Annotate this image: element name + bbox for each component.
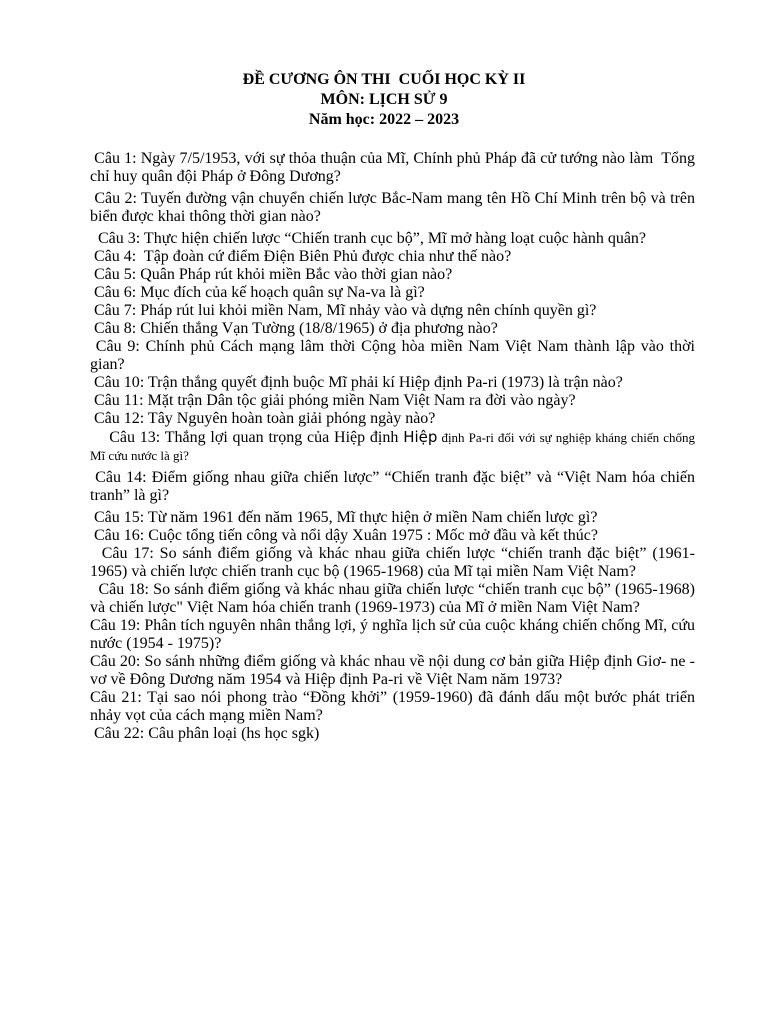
question-13 <box>90 428 699 465</box>
question-21: Câu 21: Tại sao nói phong trào “Đồng khởi” (1959-1960) đã đánh dấu một bước phát triển nhảy vọt của cách mạng miền Nam? <box>90 689 699 724</box>
question-19: Câu 19: Phân tích nguyên nhân thắng lợi, ý nghĩa lịch sử của cuộc kháng chiến chống Mĩ, cứu nước (1954 - 1975)? <box>90 617 699 652</box>
question-1: Câu 1: Ngày 7/5/1953, với sự thỏa thuận của Mĩ, Chính phủ Pháp đã cử tướng nào làm Tổng chỉ huy quân đội Pháp ở Đông Dương? <box>90 150 700 185</box>
question-13-part-2: Hiệp <box>403 428 438 446</box>
question-8: Câu 8: Chiến thắng Vạn Tường (18/8/1965) ở địa phương nào? <box>90 320 498 337</box>
question-12: Câu 12: Tây Nguyên hoàn toàn giải phóng ngày nào? <box>90 410 436 427</box>
question-16: Câu 16: Cuộc tổng tiến công và nổi dậy Xuân 1975 : Mốc mở đầu và kết thúc? <box>90 527 598 544</box>
question-13-part-1: Câu 13: Thắng lợi quan trọng của Hiệp định <box>90 429 404 446</box>
question-4: Câu 4: Tập đoàn cứ điểm Điện Biên Phủ được chia như thế nào? <box>90 248 512 265</box>
question-10: Câu 10: Trận thắng quyết định buộc Mĩ phải kí Hiệp định Pa-ri (1973) là trận nào? <box>90 374 623 391</box>
question-9: Câu 9: Chính phủ Cách mạng lâm thời Cộng hòa miền Nam Việt Nam thành lập vào thời gian? <box>90 338 700 373</box>
school-year-line: Năm học: 2022 – 2023 <box>308 111 460 128</box>
question-2: Câu 2: Tuyến đường vận chuyển chiến lược Bắc-Nam mang tên Hồ Chí Minh trên bộ và trên biển được khai thông thời gian nào? <box>90 190 699 225</box>
question-13-part-3: định Pa-ri đối với sự nghiệp kháng chiến chống Mĩ cứu nước là gì? <box>90 430 699 463</box>
document-header <box>0 70 768 130</box>
question-6: Câu 6: Mục đích của kế hoạch quân sự Na-va là gì? <box>90 284 425 301</box>
question-11: Câu 11: Mặt trận Dân tộc giải phóng miền Nam Việt Nam ra đời vào ngày? <box>90 392 576 409</box>
question-17: Câu 17: So sánh điểm giống và khác nhau giữa chiến lược “chiến tranh đặc biệt” (1961-1965) và chiến lược chiến tranh cục bộ (1965-1968) của Mĩ tại miền Nam Việt Nam? <box>90 545 695 580</box>
question-15: Câu 15: Từ năm 1961 đến năm 1965, Mĩ thực hiện ở miền Nam chiến lược gì? <box>90 509 598 526</box>
question-22: Câu 22: Câu phân loại (hs học sgk) <box>90 725 320 742</box>
question-3: Câu 3: Thực hiện chiến lược “Chiến tranh cục bộ”, Mĩ mở hàng loạt cuộc hành quân? <box>90 230 647 247</box>
question-20: Câu 20: So sánh những điểm giống và khác nhau về nội dung cơ bản giữa Hiệp định Giơ- ne -vơ về Đông Dương năm 1954 và Hiệp định Pa-ri về Việt Nam năm 1973? <box>90 653 695 688</box>
question-18: Câu 18: So sánh điểm giống và khác nhau giữa chiến lược “chiến tranh cục bộ” (1965-1968) và chiến lược" Việt Nam hóa chiến tranh (1969-1973) của Mĩ ở miền Nam Việt Nam? <box>90 581 700 616</box>
document-title: ĐỀ CƯƠNG ÔN THI CUỐI HỌC KỲ II <box>242 71 526 88</box>
subject-line: MÔN: LỊCH SỬ 9 <box>320 91 448 108</box>
question-5: Câu 5: Quân Pháp rút khỏi miền Bắc vào thời gian nào? <box>90 266 453 283</box>
question-14: Câu 14: Điểm giống nhau giữa chiến lược” “Chiến tranh đặc biệt” và “Việt Nam hóa chiến tranh” là gì? <box>90 469 700 504</box>
question-list <box>90 150 700 743</box>
question-7: Câu 7: Pháp rút lui khỏi miền Nam, Mĩ nhảy vào và dựng nên chính quyền gì? <box>90 302 597 319</box>
